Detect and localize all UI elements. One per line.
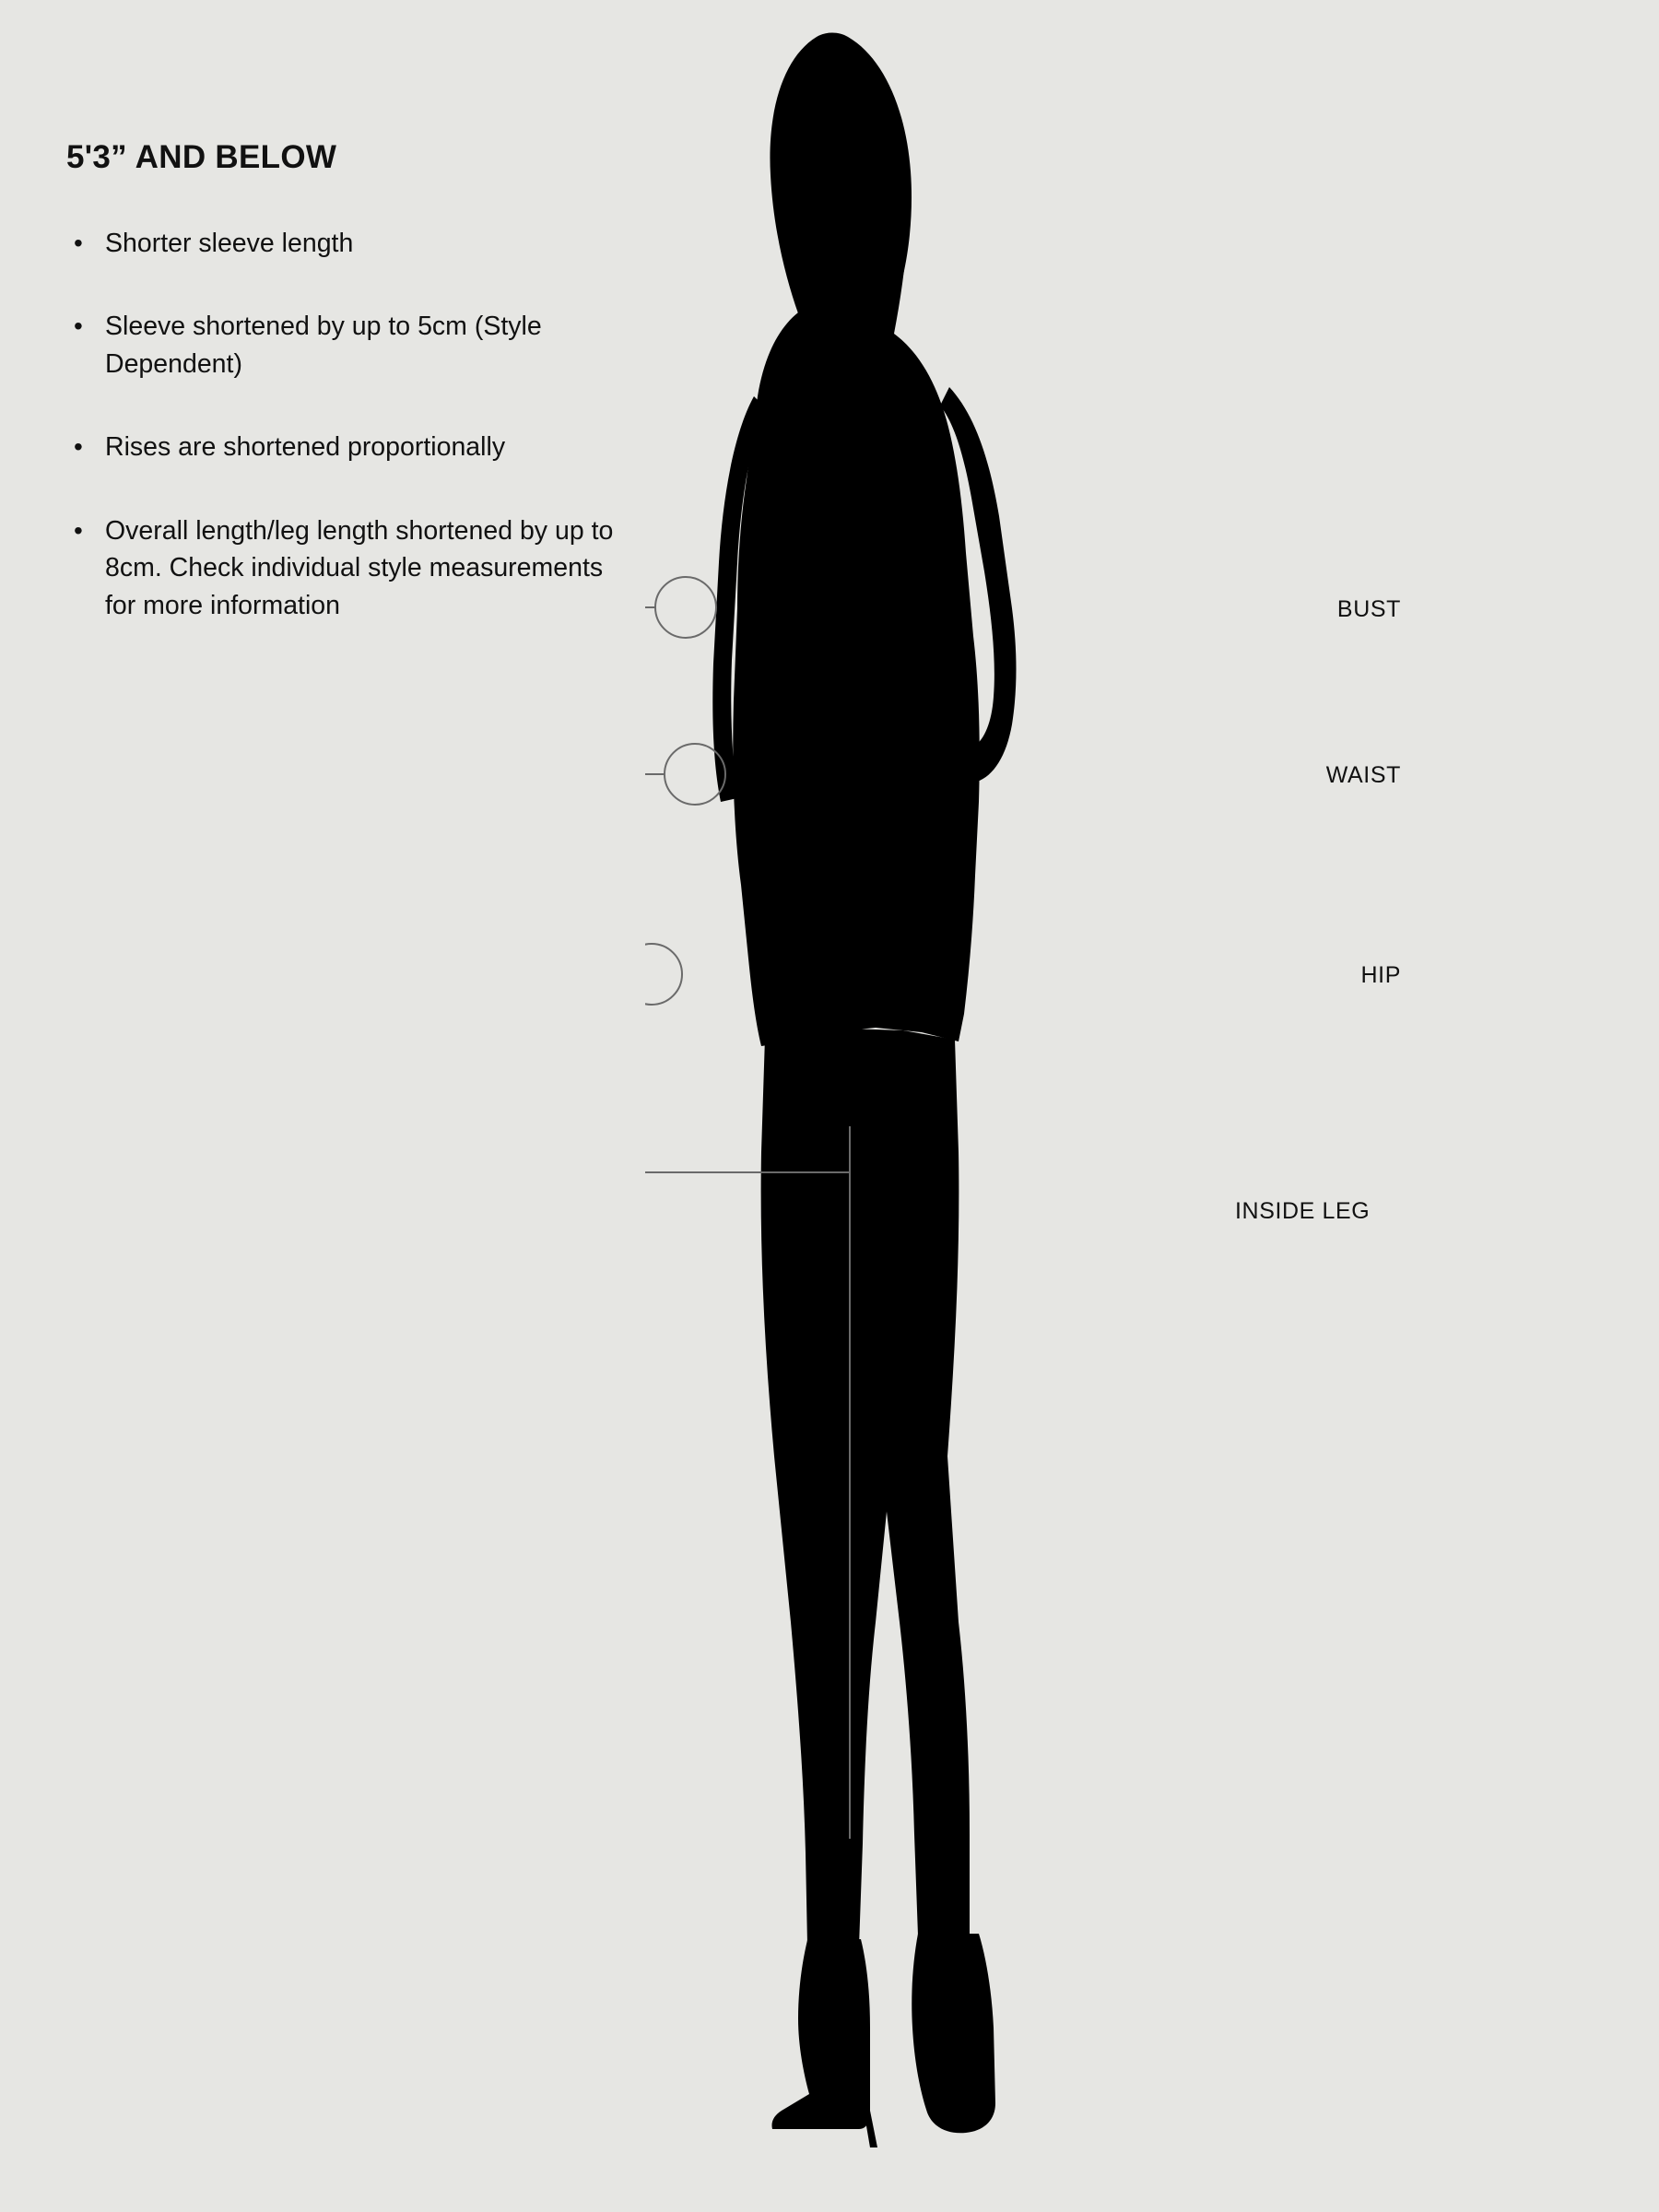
feature-bullet-list (66, 225, 619, 624)
list-item-text: Rises are shortened proportionally (105, 432, 506, 463)
list-item-text: Overall length/leg length shortened by up to 8cm. Check individual style measurements for more information (105, 515, 614, 620)
bullet-icon: • (74, 312, 83, 341)
list-item (66, 308, 619, 382)
measurement-label-inside-leg: INSIDE LEG (1235, 1198, 1371, 1224)
bust-marker-circle (655, 577, 716, 638)
info-panel (66, 138, 619, 624)
list-item-text: Shorter sleeve length (105, 229, 354, 258)
list-item (66, 429, 619, 465)
list-item (66, 225, 619, 262)
list-item-text: Sleeve shortened by up to 5cm (Style Dependent) (105, 312, 542, 379)
measurement-label-waist: WAIST (1325, 762, 1401, 788)
measurement-label-hip: HIP (1360, 962, 1401, 988)
list-item (66, 512, 619, 624)
bullet-icon: • (74, 515, 83, 545)
page-title: 5'3” AND BELOW (66, 139, 337, 175)
hip-marker-circle (645, 944, 682, 1005)
woman-suit-silhouette-icon (645, 0, 1659, 2212)
bullet-icon: • (74, 432, 83, 462)
bullet-icon: • (74, 229, 83, 257)
measurement-label-bust: BUST (1336, 596, 1401, 622)
waist-marker-circle (665, 744, 725, 805)
figure-area (645, 0, 1659, 2212)
